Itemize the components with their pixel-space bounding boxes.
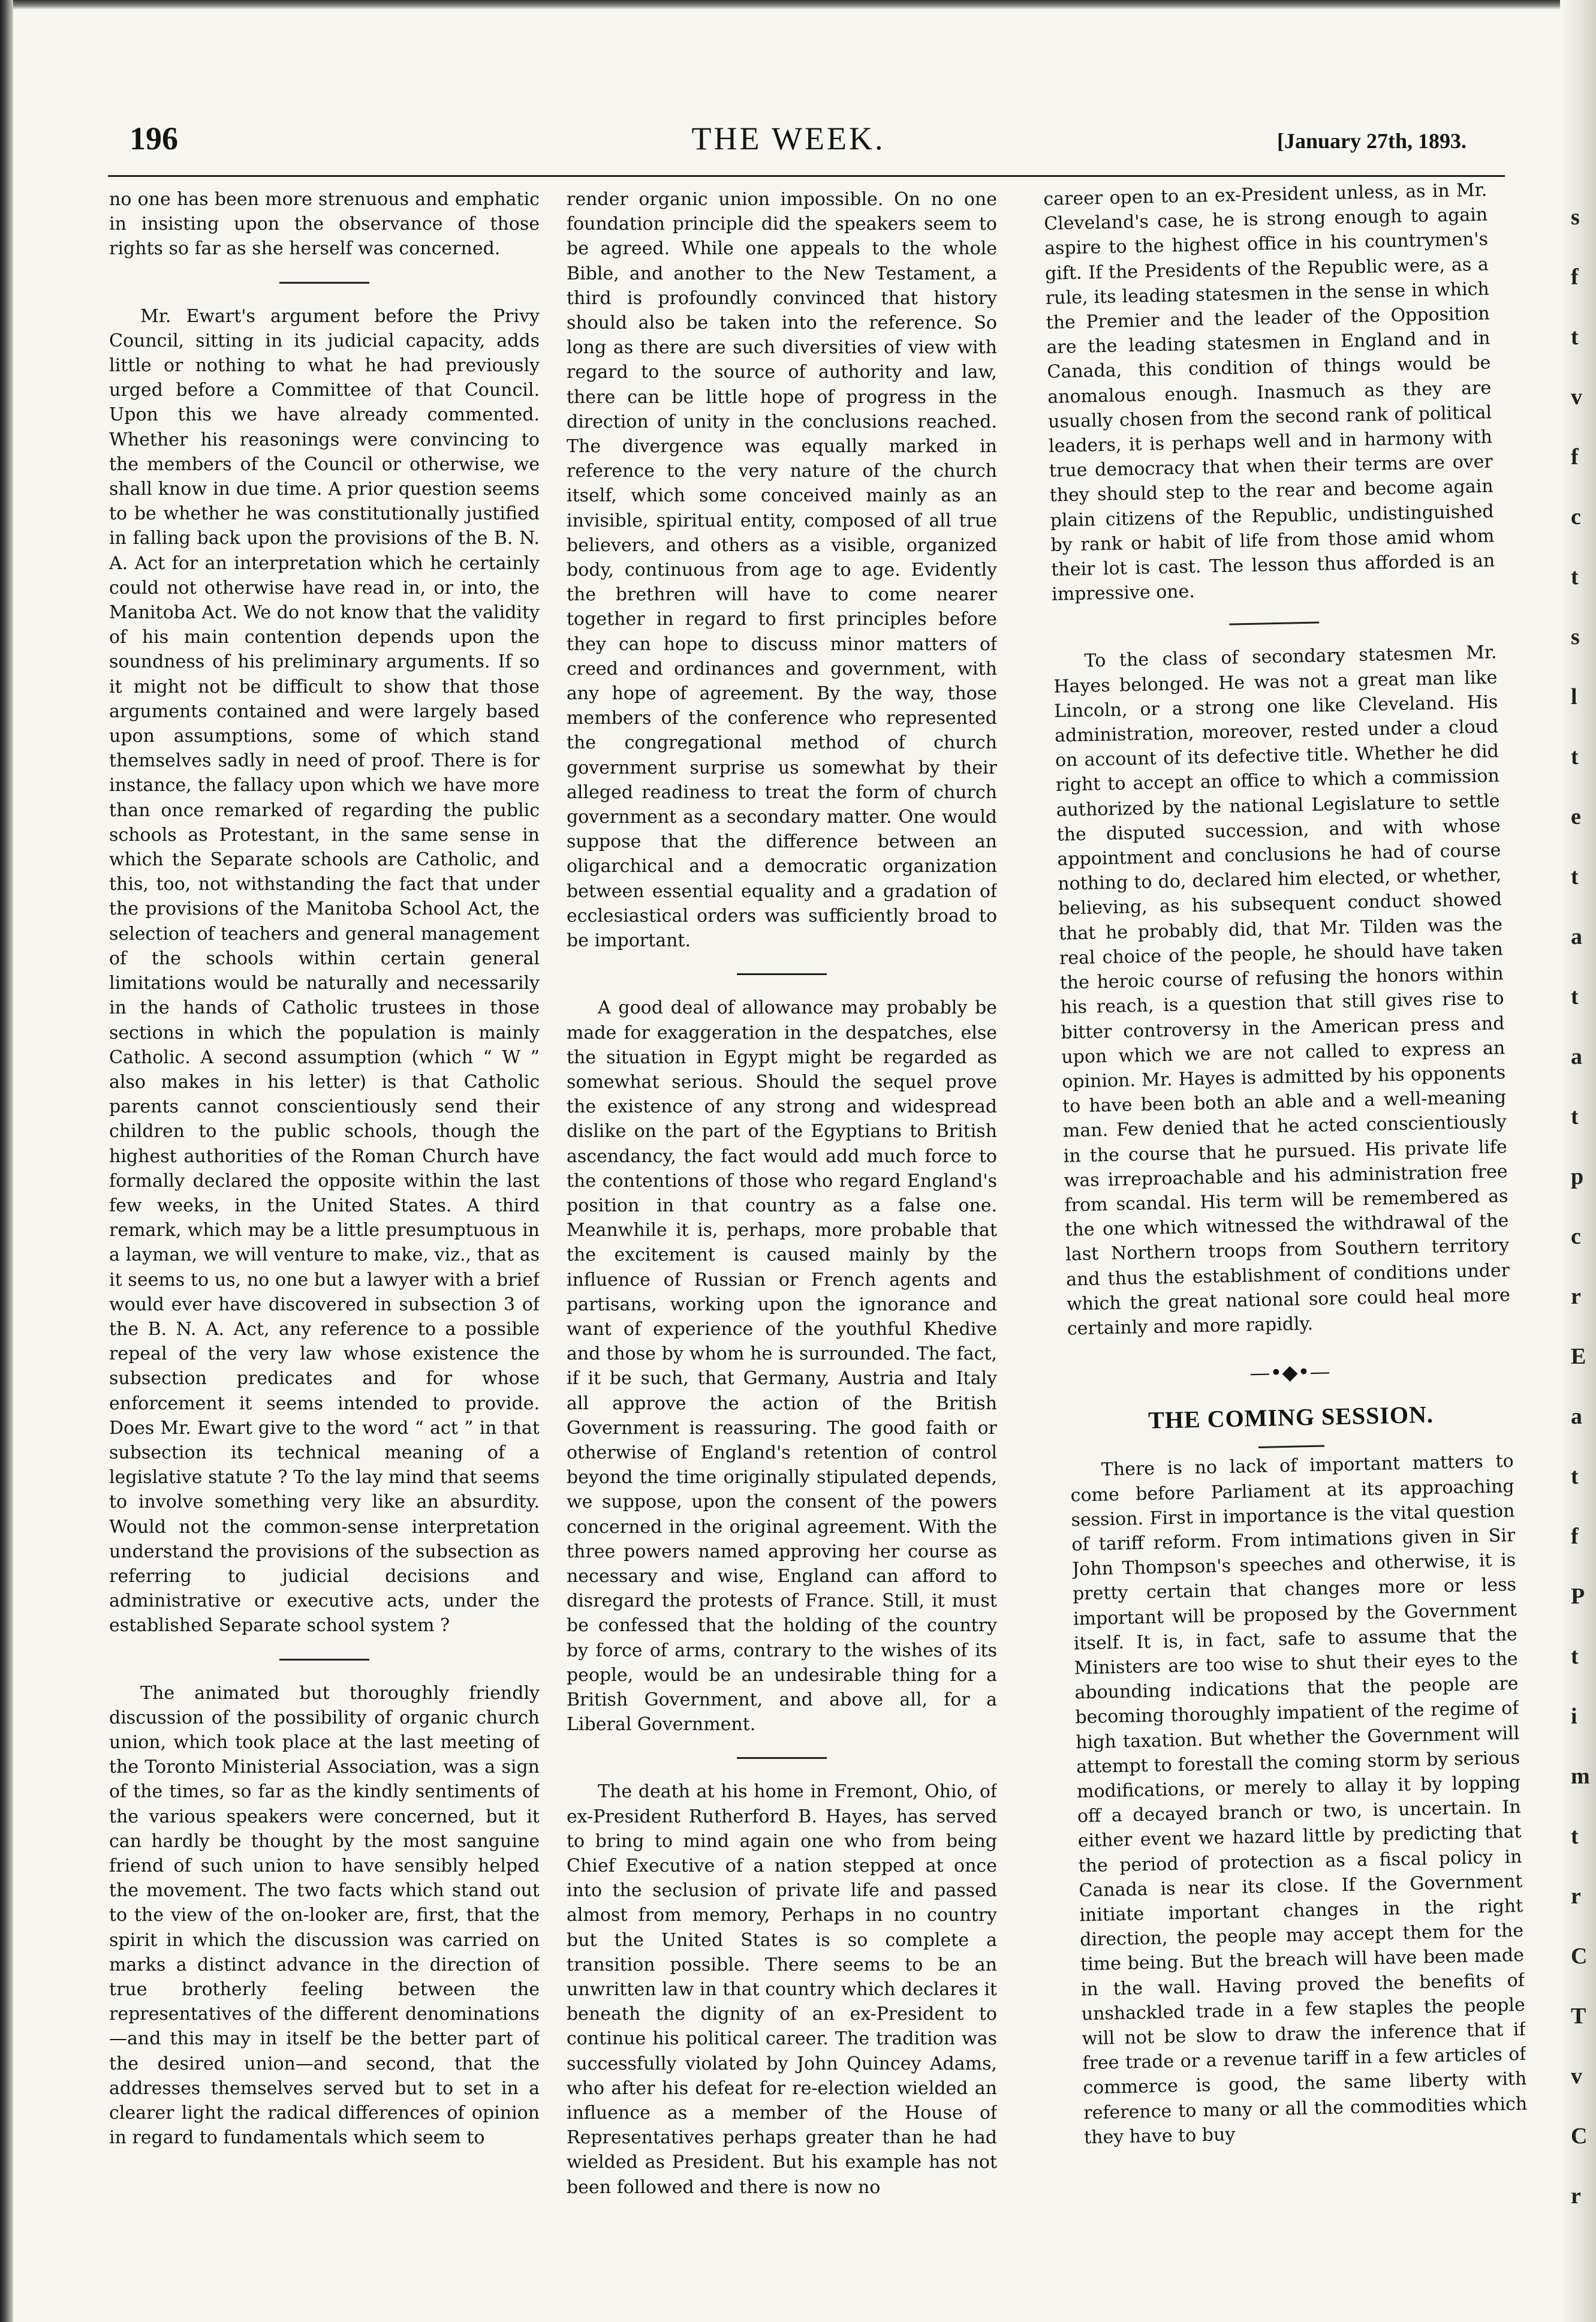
adjacent-page-strip (1560, 0, 1596, 2322)
separator-rule (1229, 622, 1319, 625)
margin-letter: P (1571, 1584, 1585, 1609)
margin-letter: a (1571, 1404, 1582, 1429)
margin-letter: s (1571, 624, 1580, 649)
issue-date: [January 27th, 1893. (1277, 129, 1467, 153)
margin-letter: a (1571, 924, 1582, 949)
margin-letter: C (1571, 1944, 1588, 1969)
margin-letter: c (1571, 1224, 1581, 1249)
margin-letter: s (1571, 204, 1580, 230)
margin-letter: e (1571, 804, 1581, 829)
binding-edge (0, 0, 13, 2322)
paragraph: The death at his home in Fremont, Ohio, of ex-President Rutherford B. Hayes, has served to bring to mind again one who from being Chief Executive of a nation stepped at once into the seclusion of private life and passed almost from memory, Perhaps in no country but the United States is so complete a transition possible. There seems to be an unwritten law in that country which declares it beneath the dignity of an ex-President to continue his political career. The tradition was successfully violated by John Quincey Adams, who after his defeat for re-election wielded an influence as a member of the House of Representatives perhaps greater than he had wielded as President. But his example has not been followed and there is now no (567, 1781, 997, 2198)
margin-letter: t (1571, 1644, 1579, 1669)
margin-letter: r (1571, 2183, 1581, 2209)
column-3 (1043, 178, 1531, 2310)
margin-letter: f (1571, 1524, 1579, 1549)
separator-rule (279, 1659, 369, 1661)
margin-letter: t (1571, 984, 1579, 1009)
margin-letter: t (1571, 1824, 1579, 1849)
separator-rule (279, 282, 369, 284)
margin-letter: f (1571, 264, 1579, 290)
margin-letter: a (1571, 1044, 1582, 1069)
separator-rule (1258, 1445, 1324, 1448)
header-rule (108, 175, 1505, 177)
margin-letter: t (1571, 864, 1579, 889)
margin-letter: t (1571, 744, 1579, 769)
publication-title: THE WEEK. (691, 121, 886, 157)
margin-letter: m (1571, 1764, 1590, 1789)
margin-letter: i (1571, 1704, 1577, 1729)
page-number: 196 (130, 121, 178, 157)
margin-letter: l (1571, 684, 1577, 709)
margin-letter: v (1571, 2064, 1582, 2089)
column-1 (109, 187, 540, 2310)
page-top-edge (0, 0, 1596, 10)
section-heading: THE COMING SESSION. (1148, 1401, 1434, 1434)
section-dingbat: —•◆•— (1249, 1359, 1331, 1386)
margin-letter: t (1571, 564, 1579, 589)
margin-letter: r (1571, 1884, 1581, 1909)
margin-letter: E (1571, 1344, 1586, 1369)
margin-letter: t (1571, 1104, 1579, 1129)
separator-rule (737, 1757, 827, 1759)
margin-letter: r (1571, 1284, 1581, 1309)
paragraph: A good deal of allowance may probably be made for exaggeration in the despatches, else the situation in Egypt might be regarded as somewhat serious. Should the sequel prove the existence of any strong and widespread dislike on the part of the Egyptians to British ascendancy, the fact would add much force to the contentions of those who regard England's position in that country as a false one. Meanwhile it is, perhaps, more probable that the excitement is caused mainly by the influence of Russian or French agents and partisans, working upon the ignorance and want of experience of the youthful Khedive and those by whom he is surrounded. The fact, if it be such, that Germany, Austria and Italy all approve the action of the British Government is reassuring. The good faith or otherwise of England's retention of control beyond the time originally stipulated depends, we suppose, upon the consent of the powers concerned in the original agreement. With the three powers named approving her course as necessary and wise, England can afford to disregard the protests of France. Still, it must be confessed that the holding of the country by force of arms, contrary to the wishes of its people, would be an undesirable thing for a British Government, and above all, for a Liberal Government. (567, 997, 997, 1736)
margin-letter: f (1571, 444, 1579, 470)
paragraph: There is no lack of important matters to come before Parliament at its approaching session. First in importance is the vital question of tariff reform. From intimations given in Sir John Thompson's speeches and otherwise, it is pretty certain that changes more or less important will be proposed by the Government itself. It is, in fact, safe to assume that the Ministers are too wise to shut their eyes to the abounding indications that the people are becoming thoroughly impatient of the regime of high taxation. But whether the Government will attempt to forestall the coming storm by serious modifications, or merely to allay it by lopping off a decayed branch or two, is uncertain. In either event we hazard little by predicting that the period of protection as a fiscal policy in Canada is near its close. If the Government initiate important changes in the right direction, the people may accept them for the time being. But the breach will have been made in the wall. Having proved the benefits of unshackled trade in a few staples the people will not be slow to draw the inference that if free trade or a revenue tariff in a few articles of commerce is good, the same liberty with reference to many or all the commodities which they have to buy (1070, 1451, 1528, 2149)
margin-letter: p (1571, 1164, 1584, 1189)
paragraph: no one has been more strenuous and emphatic in insisting upon the observance of those rights so far as she herself was concerned. (109, 189, 540, 260)
margin-letter: v (1571, 384, 1582, 410)
paragraph: render organic union impossible. On no one foundation principle did the speakers seem to be agreed. While one appeals to the whole Bible, and another to the New Testament, a third is profoundly convinced that history should also be taken into the reference. So long as there are such diversities of view with regard to the source of authority and law, there can be little hope of progress in the direction of unity in the conclusions reached. The divergence was equally marked in reference to the very nature of the church itself, which some conceived mainly as an invisible, spiritual entity, composed of all true believers, and others as a visible, organized body, continuous from age to age. Evidently the brethren will have to come nearer together in regard to first principles before they can hope to discuss minor matters of creed and ordinances and government, with any hope of agreement. By the way, those members of the conference who represented the congregational method of church government surprise us somewhat by their alleged readiness to treat the form of church government as a secondary matter. One would suppose that the difference between an oligarchical and a democratic organization between essential equality and a gradation of ecclesiastical orders was sufficiently broad to be important. (567, 189, 997, 952)
margin-letter: t (1571, 1464, 1579, 1489)
margin-letter: t (1571, 324, 1579, 350)
separator-rule (737, 973, 827, 975)
margin-letter: c (1571, 504, 1581, 530)
paragraph: To the class of secondary statesmen Mr. Hayes belonged. He was not a great man like Lincoln, or a strong one like Cleveland. His administration, moreover, rested under a cloud on account of its defective title. Whether he did right to accept an office to which a commission authorized by the national Legislature to settle the disputed succession, and with whose appointment and conclusions he had of course nothing to do, declared him elected, or whether, believing, as his subsequent conduct showed that he probably did, that Mr. Tilden was the real choice of the people, he should have taken the heroic course of refusing the honors within his reach, is a question that still gives rise to bitter controversy in the American press and upon which we are not called to express an opinion. Mr. Hayes is admitted by his opponents to have been both an able and a well-meaning man. Few denied that he acted conscientiously in the course that he pursued. His private life was irreproachable and his administration free from scandal. His term will be remembered as the one which witnessed the withdrawal of the last Northern troops from Southern territory and thus the establishment of conditions under which the great national sore could heal more certainly and more rapidly. (1053, 642, 1511, 1340)
paragraph: The animated but thoroughly friendly discussion of the possibility of organic church union, which took place at the last meeting of the Toronto Ministerial Association, was a sign of the times, so far as the kindly sentiments of the various speakers were concerned, but it can hardly be thought by the most sanguine friend of such union to have sensibly helped the movement. The two facts which stand out to the view of the on-looker are, first, that the spirit in which the discussion was carried on marks a distinct advance in the direction of true brotherly feeling between the representatives of the different denominations —and this may in itself be the better part of the desired union—and second, that the addresses themselves served but to set in a clearer light the radical differences of opinion in regard to fundamentals which seem to (109, 1682, 540, 2149)
paragraph: career open to an ex-President unless, as in Mr. Cleveland's case, he is strong enough to again aspire to the highest office in his countrymen's gift. If the Presidents of the Republic were, as a rule, its leading statesmen in the sense in which the Premier and the leader of the Opposition are the leading statesmen in England and in Canada, this condition of things would be anomalous enough. Inasmuch as they are usually chosen from the second rank of political leaders, it is perhaps well and in harmony with true democracy that when their terms are over they should step to the rear and become again plain citizens of the Republic, undistinguished by rank or habit of life from those amid whom their lot is cast. The lesson thus afforded is an impressive one. (1043, 179, 1495, 606)
margin-letter: T (1571, 2004, 1586, 2029)
column-2 (567, 187, 997, 2310)
margin-letter: C (1571, 2124, 1588, 2149)
paragraph: Mr. Ewart's argument before the Privy Council, sitting in its judicial capacity, adds little or nothing to what he had previously urged before a Committee of that Council. Upon this we have already commented. Whether his reasonings were convincing to the members of the Council or otherwise, we shall know in due time. A prior question seems to be whether he was constitutionally justified in falling back upon the provisions of the B. N. A. Act for an interpretation which he certainly could not otherwise have read in, or into, the Manitoba Act. We do not know that the validity of his main contention depends upon the soundness of his preliminary arguments. If so it might not be difficult to show that those arguments contained and were largely based upon assumptions, some of which stand themselves sadly in need of proof. There is for instance, the fallacy upon which we have more than once remarked of regarding the public schools as Protestant, in the same sense in which the Separate schools are Catholic, and this, too, not withstanding the fact that under the provisions of the Manitoba School Act, the selection of teachers and general management of the schools within certain general limitations would be naturally and necessarily in the hands of Catholic trustees in those sections in which the population is mainly Catholic. A second assumption (which “ W ” also makes in his letter) is that Catholic parents cannot conscientiously send their children to the public schools, though the highest authorities of the Roman Church have formally declared the opposite within the last few weeks, in the United States. A third remark, which may be a little presumptuous in a layman, we will venture to make, viz., that as it seems to us, no one but a lawyer with a brief would ever have discovered in subsection 3 of the B. N. A. Act, any reference to a possible repeal of the very law whose existence the subsection predicates and for whose enforcement it seems intended to provide. Does Mr. Ewart give to the word “ act ” in that subsection its technical meaning of a legislative statute ? To the lay mind that seems to involve something very like an absurdity. Would not the common-sense interpretation understand the provisions of the subsection as referring to judicial decisions and administrative or executive acts, under the established Separate school system ? (109, 305, 540, 1637)
